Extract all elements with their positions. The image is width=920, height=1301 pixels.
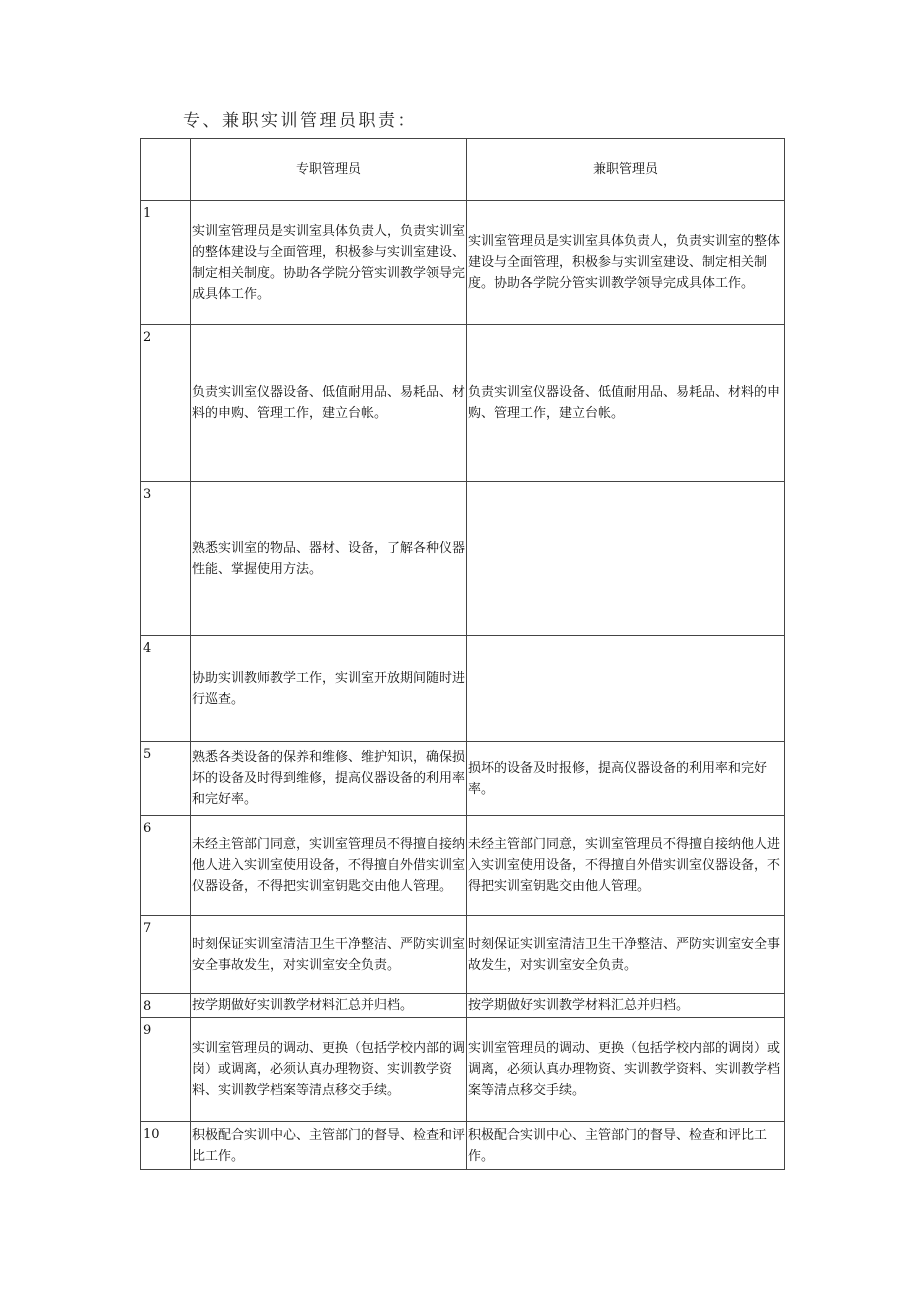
fulltime-duty-cell: 负责实训室仪器设备、低值耐用品、易耗品、材料的申购、管理工作，建立台帐。 [191, 325, 467, 482]
row-number: 6 [141, 816, 191, 916]
fulltime-duty-cell: 熟悉实训室的物品、器材、设备，了解各种仪器性能、掌握使用方法。 [191, 482, 467, 636]
parttime-duty-cell: 负责实训室仪器设备、低值耐用品、易耗品、材料的申购、管理工作，建立台帐。 [467, 325, 785, 482]
header-num-cell [141, 139, 191, 201]
row-number: 10 [141, 1122, 191, 1170]
fulltime-duty-cell: 时刻保证实训室清洁卫生干净整洁、严防实训室安全事故发生，对实训室安全负责。 [191, 916, 467, 994]
row-number: 5 [141, 742, 191, 816]
fulltime-duty-cell: 实训室管理员的调动、更换（包括学校内部的调岗）或调离，必须认真办理物资、实训教学资料、实训教学档案等清点移交手续。 [191, 1018, 467, 1122]
duties-table [140, 138, 785, 1170]
table-row [141, 201, 785, 325]
parttime-duty-cell: 实训室管理员的调动、更换（包括学校内部的调岗）或调离，必须认真办理物资、实训教学资料、实训教学档案等清点移交手续。 [467, 1018, 785, 1122]
parttime-duty-cell: 未经主管部门同意，实训室管理员不得擅自接纳他人进入实训室使用设备，不得擅自外借实训室仪器设备，不得把实训室钥匙交由他人管理。 [467, 816, 785, 916]
parttime-duty-cell: 实训室管理员是实训室具体负责人，负责实训室的整体建设与全面管理，积极参与实训室建设、制定相关制度。协助各学院分管实训教学领导完成具体工作。 [467, 201, 785, 325]
table-row [141, 636, 785, 742]
row-number: 8 [141, 994, 191, 1018]
parttime-duty-cell [467, 636, 785, 742]
row-number: 2 [141, 325, 191, 482]
table-row [141, 816, 785, 916]
table-row [141, 1122, 785, 1170]
table-row [141, 994, 785, 1018]
page-title: 专、兼职实训管理员职责： [183, 111, 417, 131]
table-row [141, 325, 785, 482]
table-row [141, 742, 785, 816]
parttime-duty-cell [467, 482, 785, 636]
table-row [141, 1018, 785, 1122]
parttime-duty-cell: 时刻保证实训室清洁卫生干净整洁、严防实训室安全事故发生，对实训室安全负责。 [467, 916, 785, 994]
fulltime-duty-cell: 熟悉各类设备的保养和维修、维护知识，确保损坏的设备及时得到维修，提高仪器设备的利用率和完好率。 [191, 742, 467, 816]
fulltime-duty-cell: 协助实训教师教学工作，实训室开放期间随时进行巡查。 [191, 636, 467, 742]
fulltime-duty-cell: 积极配合实训中心、主管部门的督导、检查和评比工作。 [191, 1122, 467, 1170]
row-number: 4 [141, 636, 191, 742]
parttime-duty-cell: 按学期做好实训教学材料汇总并归档。 [467, 994, 785, 1018]
row-number: 1 [141, 201, 191, 325]
row-number: 9 [141, 1018, 191, 1122]
fulltime-duty-cell: 实训室管理员是实训室具体负责人，负责实训室的整体建设与全面管理，积极参与实训室建设、制定相关制度。协助各学院分管实训教学领导完成具体工作。 [191, 201, 467, 325]
table-row [141, 916, 785, 994]
table-row [141, 482, 785, 636]
table-header-row [141, 139, 785, 201]
header-fulltime-cell: 专职管理员 [191, 139, 467, 201]
fulltime-duty-cell: 未经主管部门同意，实训室管理员不得擅自接纳他人进入实训室使用设备，不得擅自外借实训室仪器设备，不得把实训室钥匙交由他人管理。 [191, 816, 467, 916]
fulltime-duty-cell: 按学期做好实训教学材料汇总并归档。 [191, 994, 467, 1018]
row-number: 3 [141, 482, 191, 636]
parttime-duty-cell: 积极配合实训中心、主管部门的督导、检查和评比工作。 [467, 1122, 785, 1170]
row-number: 7 [141, 916, 191, 994]
parttime-duty-cell: 损坏的设备及时报修，提高仪器设备的利用率和完好率。 [467, 742, 785, 816]
header-parttime-cell: 兼职管理员 [467, 139, 785, 201]
